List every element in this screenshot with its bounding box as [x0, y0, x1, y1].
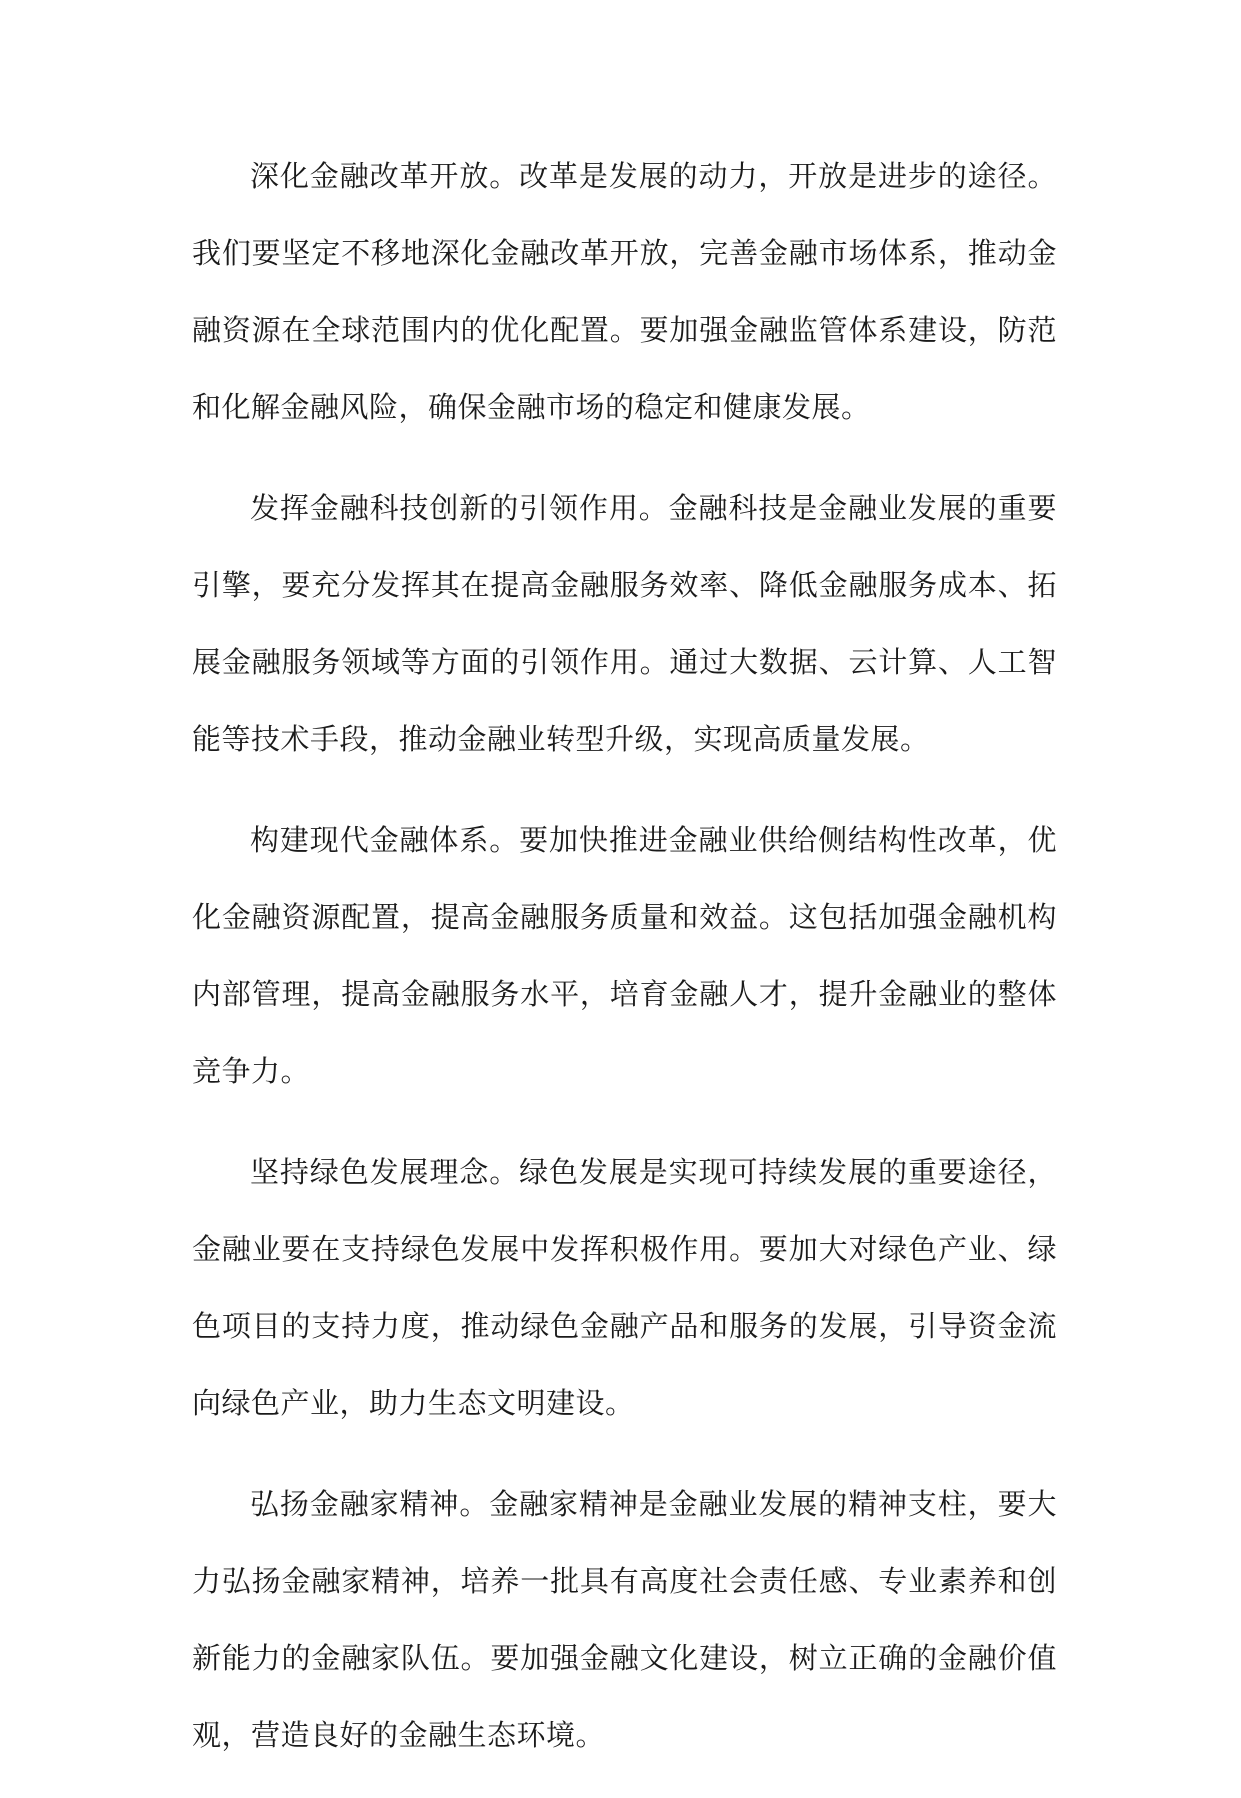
paragraph-modern-financial-system: 构建现代金融体系。要加快推进金融业供给侧结构性改革，优化金融资源配置，提高金融服务质量和效益。这包括加强金融机构内部管理，提高金融服务水平，培育金融人才，提升金融业的整体竞争力。 — [192, 823, 1057, 1088]
paragraph-fintech-innovation: 发挥金融科技创新的引领作用。金融科技是金融业发展的重要引擎，要充分发挥其在提高金融服务效率、降低金融服务成本、拓展金融服务领域等方面的引领作用。通过大数据、云计算、人工智能等技术手段，推动金融业转型升级，实现高质量发展。 — [192, 491, 1057, 756]
paragraph-green-development: 坚持绿色发展理念。绿色发展是实现可持续发展的重要途径，金融业要在支持绿色发展中发挥积极作用。要加大对绿色产业、绿色项目的支持力度，推动绿色金融产品和服务的发展，引导资金流向绿色产业，助力生态文明建设。 — [192, 1155, 1057, 1420]
paragraph-financier-spirit: 弘扬金融家精神。金融家精神是金融业发展的精神支柱，要大力弘扬金融家精神，培养一批具有高度社会责任感、专业素养和创新能力的金融家队伍。要加强金融文化建设，树立正确的金融价值观，营造良好的金融生态环境。 — [192, 1487, 1057, 1752]
document-body — [192, 138, 1057, 1798]
paragraph-financial-reform: 深化金融改革开放。改革是发展的动力，开放是进步的途径。我们要坚定不移地深化金融改革开放，完善金融市场体系，推动金融资源在全球范围内的优化配置。要加强金融监管体系建设，防范和化解金融风险，确保金融市场的稳定和健康发展。 — [192, 159, 1057, 424]
